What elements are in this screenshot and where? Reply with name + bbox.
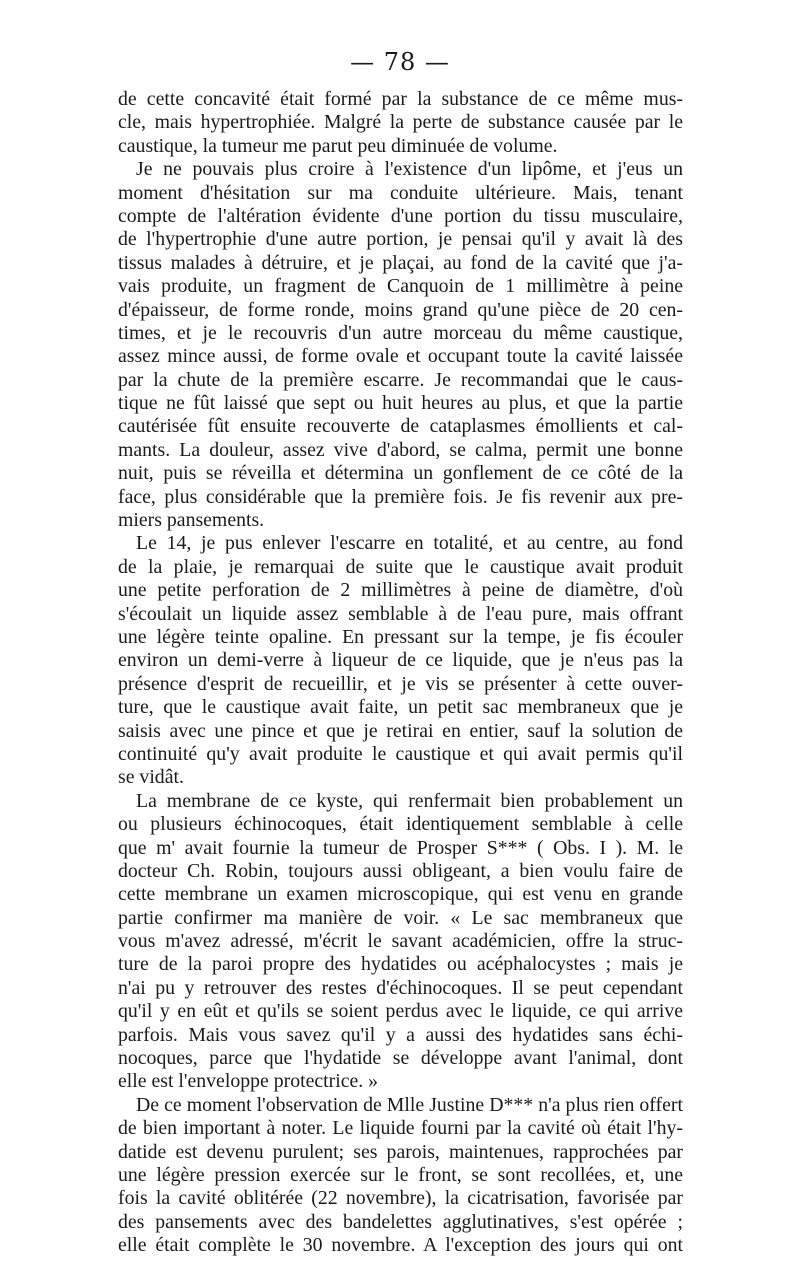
page-body-text [118,88,683,1258]
text-line: de l'hypertrophie d'une autre portion, je pensai qu'il y avait là des [118,228,683,251]
text-line: times, et je le recouvris d'un autre morceau du même caustique, [118,321,683,344]
text-line: n'ai pu y retrouver des restes d'échinocoques. Il se peut cependant [118,976,683,999]
text-line: se vidât. [118,766,184,789]
text-line: présence d'esprit de recueillir, et je vis se présenter à cette ouver- [118,672,683,695]
text-line: tissus malades à détruire, et je plaçai, au fond de la cavité que j'a- [118,251,683,274]
text-line: fois la cavité oblitérée (22 novembre), la cicatrisation, favorisée par [118,1187,683,1210]
text-line: tique ne fût laissé que sept ou huit heures au plus, et que la partie [118,392,683,415]
text-line: de bien important à noter. Le liquide fourni par la cavité où était l'hy- [118,1117,683,1140]
text-line: que m' avait fournie la tumeur de Prosper S*** ( Obs. I ). M. le [118,836,683,859]
text-line: compte de l'altération évidente d'une portion du tissu musculaire, [118,204,683,227]
text-line: caustique, la tumeur me parut peu diminuée de volume. [118,134,558,157]
text-line: nuit, puis se réveilla et détermina un gonflement de ce côté de la [118,462,683,485]
text-line: elle était complète le 30 novembre. A l'exception des jours qui ont [118,1234,683,1257]
text-line: parfois. Mais vous savez qu'il y a aussi des hydatides sans échi- [118,1023,683,1046]
text-line: cautérisée fût ensuite recouverte de cataplasmes émollients et cal- [118,415,683,438]
text-line: vais produite, un fragment de Canquoin de 1 millimètre à peine [118,275,683,298]
text-line: de la plaie, je remarquai de suite que le caustique avait produit [118,555,683,578]
text-line: elle est l'enveloppe protectrice. » [118,1070,379,1093]
text-line: nocoques, parce que l'hydatide se développe avant l'animal, dont [118,1047,683,1070]
text-line: cette membrane un examen microscopique, qui est venu en grande [118,883,683,906]
text-line: De ce moment l'observation de Mlle Justine D*** n'a plus rien offert [136,1093,683,1116]
text-line: Le 14, je pus enlever l'escarre en totalité, et au centre, au fond [136,532,683,555]
text-line: face, plus considérable que la première fois. Je fis revenir aux pre- [118,485,683,508]
text-line: Je ne pouvais plus croire à l'existence d'un lipôme, et j'eus un [136,158,683,181]
text-line: datide est devenu purulent; ses parois, maintenues, rapprochées par [118,1140,683,1163]
text-line: une légère teinte opaline. En pressant sur la tempe, je fis écouler [118,625,683,648]
text-line: cle, mais hypertrophiée. Malgré la perte de substance causée par le [118,111,683,134]
text-line: par la chute de la première escarre. Je recommandai que le caus- [118,368,683,391]
text-line: miers pansements. [118,509,265,532]
text-line: assez mince aussi, de forme ovale et occupant toute la cavité laissée [118,345,683,368]
text-line: partie confirmer ma manière de voir. « Le sac membraneux que [118,906,683,929]
text-line: qu'il y en eût et qu'ils se soient perdus avec le liquide, ce qui arrive [118,1000,683,1023]
text-line: La membrane de ce kyste, qui renfermait bien probablement un [136,789,683,812]
text-line: continuité qu'y avait produite le caustique et qui avait permis qu'il [118,742,683,765]
text-line: mants. La douleur, assez vive d'abord, se calma, permit une bonne [118,438,683,461]
text-line: une légère pression exercée sur le front, se sont recollées, et, une [118,1163,683,1186]
text-line: une petite perforation de 2 millimètres à peine de diamètre, d'où [118,579,683,602]
page-number: — 78 — [350,48,450,76]
text-line: de cette concavité était formé par la substance de ce même mus- [118,88,683,110]
text-line: ture, que le caustique avait faite, un petit sac membraneux que je [118,696,683,719]
text-line: ture de la paroi propre des hydatides ou acéphalocystes ; mais je [118,953,683,976]
text-line: saisis avec une pince et que je retirai en entier, sauf la solution de [118,719,683,742]
text-line: vous m'avez adressé, m'écrit le savant académicien, offre la struc- [118,930,683,953]
text-line: docteur Ch. Robin, toujours aussi obligeant, a bien voulu faire de [118,859,683,882]
text-line: des pansements avec des bandelettes agglutinatives, s'est opérée ; [118,1210,683,1233]
text-line: ou plusieurs échinocoques, était identiquement semblable à celle [118,813,683,836]
text-line: s'écoulait un liquide assez semblable à de l'eau pure, mais offrant [118,602,683,625]
text-line: d'épaisseur, de forme ronde, moins grand qu'une pièce de 20 cen- [118,298,683,321]
text-line: moment d'hésitation sur ma conduite ultérieure. Mais, tenant [118,181,683,204]
text-line: environ un demi-verre à liqueur de ce liquide, que je n'eus pas la [118,649,683,672]
